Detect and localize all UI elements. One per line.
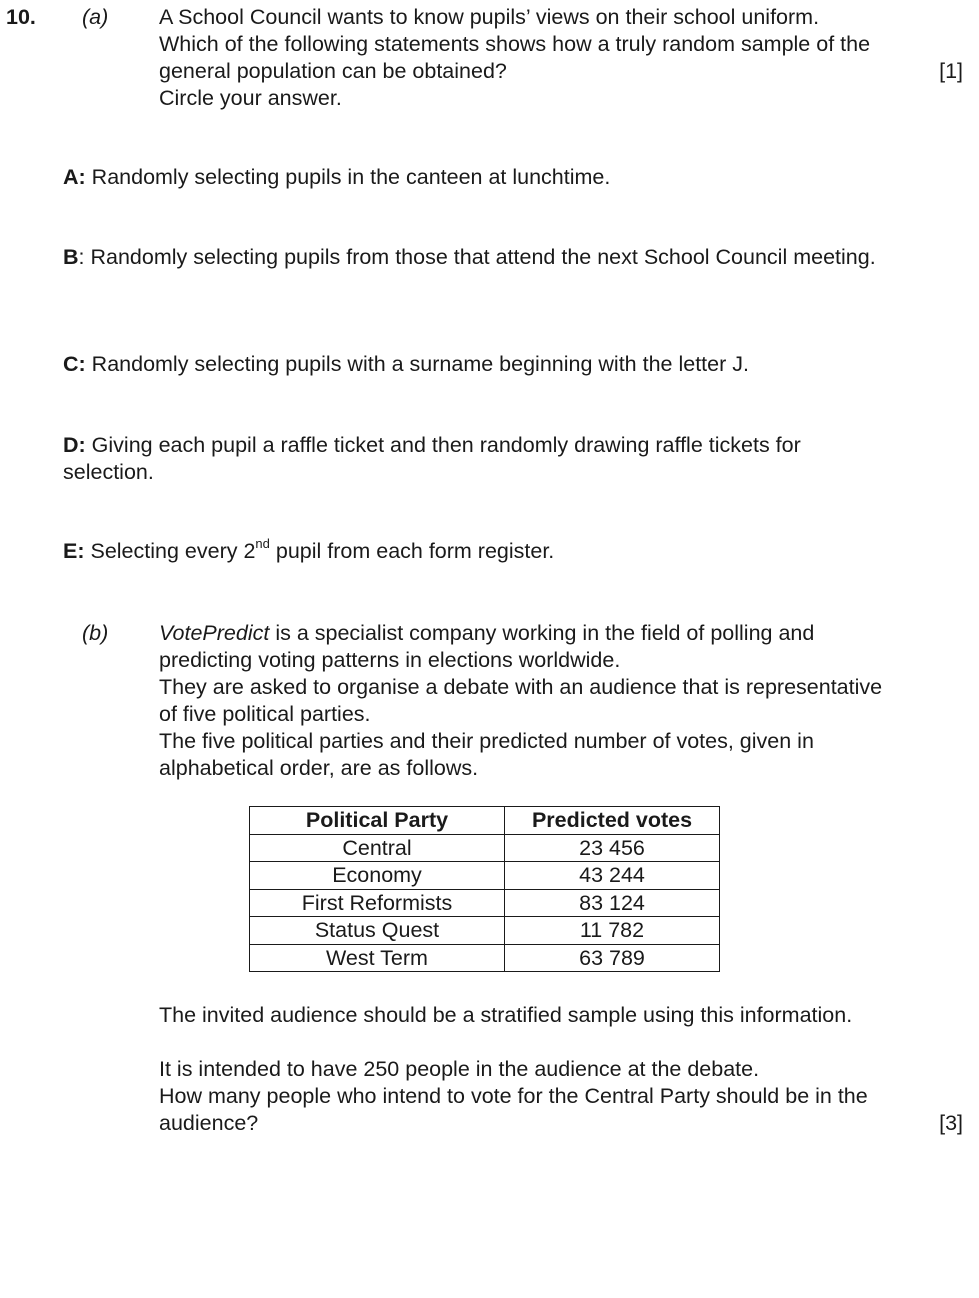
option-d[interactable] — [63, 432, 883, 486]
option-text: pupil from each form register. — [269, 539, 555, 563]
votes-cell: 11 782 — [505, 917, 720, 945]
option-c[interactable] — [63, 351, 883, 378]
part-a-line: Which of the following statements shows how a truly random sample of the — [159, 32, 871, 56]
company-name: VotePredict — [159, 621, 270, 645]
party-cell: First Reformists — [250, 889, 505, 917]
part-b-label: (b) — [82, 621, 109, 645]
part-a-stem — [159, 4, 870, 112]
part-a-line: A School Council wants to know pupils’ views on their school uniform. — [159, 5, 820, 29]
part-b-line: The five political parties and their predicted number of votes, given in — [159, 729, 814, 753]
table-row — [250, 944, 720, 972]
part-b-line: of five political parties. — [159, 702, 371, 726]
option-text: Randomly selecting pupils in the canteen at lunchtime. — [91, 165, 611, 189]
part-b-marks: [3] — [939, 1111, 963, 1135]
table-row — [250, 862, 720, 890]
option-a[interactable] — [63, 164, 883, 191]
part-a-marks: [1] — [939, 59, 963, 83]
party-cell: Status Quest — [250, 917, 505, 945]
audience-question — [159, 1056, 868, 1137]
part-b-stem — [159, 620, 882, 782]
option-text: Randomly selecting pupils with a surname beginning with the letter J. — [91, 352, 749, 376]
audience-question-line: It is intended to have 250 people in the audience at the debate. — [159, 1057, 760, 1081]
option-letter: E: — [63, 539, 85, 563]
votes-cell: 63 789 — [505, 944, 720, 972]
option-letter: B — [63, 245, 79, 269]
part-b-line: alphabetical order, are as follows. — [159, 756, 479, 780]
option-text: Giving each pupil a raffle ticket and then randomly drawing raffle tickets for selection. — [63, 433, 801, 484]
column-header-party: Political Party — [250, 807, 505, 835]
part-b-text: is a specialist company working in the field of polling and — [269, 621, 815, 645]
party-cell: Central — [250, 834, 505, 862]
votes-cell: 23 456 — [505, 834, 720, 862]
table-row — [250, 917, 720, 945]
option-letter: A: — [63, 165, 86, 189]
option-superscript: nd — [255, 535, 270, 551]
option-letter: C: — [63, 352, 86, 376]
part-a-label: (a) — [82, 5, 109, 29]
option-letter: D: — [63, 433, 86, 457]
part-a-line: general population can be obtained? — [159, 59, 507, 83]
option-text: Selecting every 2 — [90, 539, 256, 563]
votes-cell: 83 124 — [505, 889, 720, 917]
option-e[interactable] — [63, 535, 883, 565]
table-row — [250, 834, 720, 862]
part-b-line: predicting voting patterns in elections worldwide. — [159, 648, 621, 672]
table-row — [250, 889, 720, 917]
table-header-row — [250, 807, 720, 835]
votes-table — [249, 806, 720, 972]
question-number: 10. — [6, 5, 36, 29]
part-b-line: They are asked to organise a debate with an audience that is representative — [159, 675, 883, 699]
audience-question-line: How many people who intend to vote for the Central Party should be in the — [159, 1084, 868, 1108]
option-text: : Randomly selecting pupils from those that attend the next School Council meeting. — [78, 245, 876, 269]
votes-cell: 43 244 — [505, 862, 720, 890]
audience-question-line: audience? — [159, 1111, 259, 1135]
stratified-sample-paragraph: The invited audience should be a stratified sample using this information. — [159, 1003, 853, 1027]
party-cell: West Term — [250, 944, 505, 972]
column-header-votes: Predicted votes — [505, 807, 720, 835]
party-cell: Economy — [250, 862, 505, 890]
part-a-line: Circle your answer. — [159, 86, 342, 110]
option-b[interactable] — [63, 244, 883, 271]
part-b-line — [159, 620, 882, 647]
